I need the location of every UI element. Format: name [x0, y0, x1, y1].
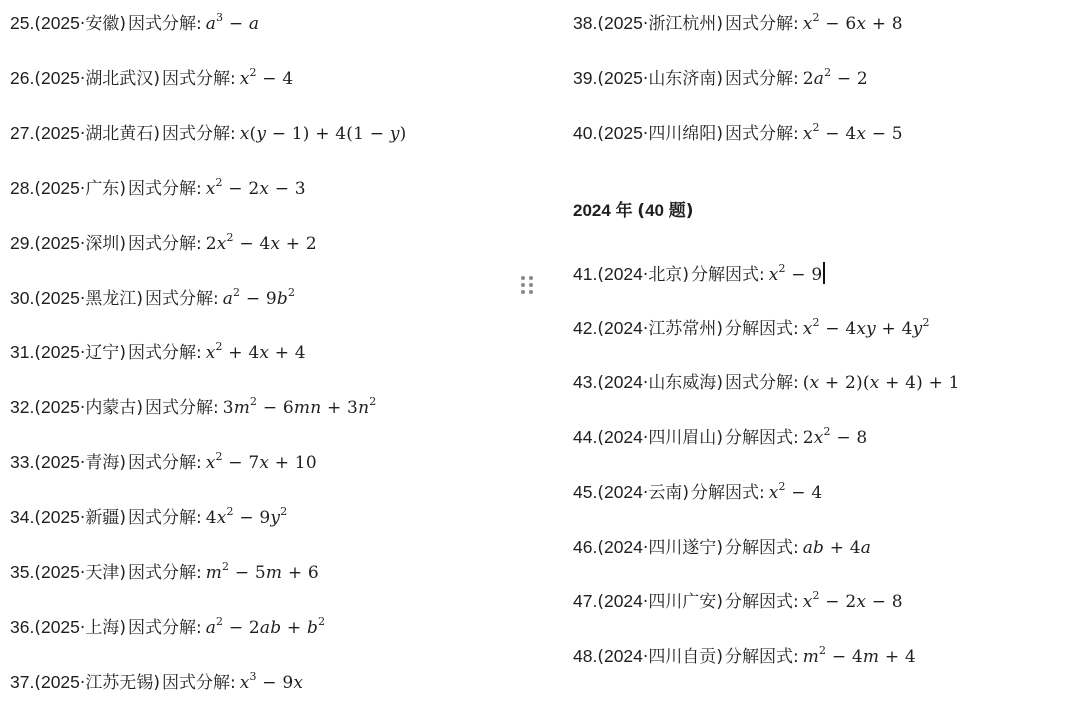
problem-line [10, 451, 317, 474]
source-region: 辽宁 [85, 343, 120, 364]
math-expression: $a^3 - a$ [205, 11, 260, 34]
problem-number: 44. [573, 427, 598, 448]
problem-instruction: 分解因式: [690, 265, 765, 285]
problem-line [10, 506, 287, 529]
problem-instruction: 因式分解: [724, 14, 799, 34]
problem-number: 40. [573, 123, 598, 143]
math-expression: $4x^2 - 9y^2$ [205, 505, 288, 529]
math-expression: $x^2 + 4x + 4$ [205, 340, 306, 364]
source-region: 北京 [648, 265, 683, 285]
source-year: 2024 [603, 645, 643, 666]
source-year: 2025 [40, 67, 80, 88]
source-region: 浙江杭州 [648, 14, 717, 34]
math-expression: $x^2 - 2x - 3$ [205, 175, 306, 199]
math-expression: ab + 4a [802, 537, 872, 558]
problem-source: (2024·山东威海) [597, 372, 723, 394]
source-region: 四川绵阳 [648, 124, 717, 144]
math-expression: $m^2 - 5m + 6$ [205, 560, 319, 583]
source-region: 深圳 [85, 233, 120, 254]
source-year: 2025 [40, 122, 80, 143]
problem-line [10, 12, 259, 35]
section-heading-count-unit: 题 [668, 201, 686, 221]
source-year: 2025 [40, 13, 80, 33]
problem-instruction: 分解因式: [724, 646, 799, 667]
problem-source: (2025·广东) [34, 177, 126, 199]
math-expression: $2x^2 - 4x + 2$ [205, 230, 317, 254]
problem-instruction: 因式分解: [161, 68, 236, 89]
source-region: 天津 [85, 563, 120, 583]
math-expression: $x^2 - 7x + 10$ [205, 450, 317, 474]
problem-source: (2024·四川自贡) [597, 645, 723, 667]
math-expression: $a^2 - 2ab + b^2$ [205, 614, 326, 638]
problem-instruction: 因式分解: [144, 288, 219, 309]
problem-source: (2024·云南) [597, 481, 689, 503]
problem-line [573, 262, 825, 286]
source-year: 2025 [40, 397, 80, 418]
problem-instruction: 分解因式: [724, 537, 799, 558]
source-region: 广东 [85, 178, 120, 199]
section-heading-year: 2024 [573, 201, 611, 220]
source-region: 湖北黄石 [85, 123, 154, 144]
math-expression: $x^2 - 4$ [239, 65, 294, 89]
source-region: 四川自贡 [648, 646, 717, 667]
problem-number: 37. [10, 671, 35, 692]
problem-instruction: 因式分解: [127, 343, 202, 364]
problem-source: (2025·安徽) [34, 13, 126, 34]
source-region: 江苏常州 [648, 318, 717, 339]
problem-number: 28. [10, 177, 35, 198]
problem-line [573, 122, 903, 145]
problem-source: (2025·新疆) [34, 507, 126, 529]
source-year: 2025 [40, 452, 80, 473]
source-year: 2024 [603, 591, 643, 612]
problem-instruction: 因式分解: [127, 14, 202, 34]
source-year: 2025 [40, 507, 80, 528]
section-heading-open-paren: ( [637, 201, 646, 221]
math-expression: $x^2 - 4$ [768, 479, 823, 503]
problem-number: 27. [10, 122, 35, 143]
problem-number: 41. [573, 264, 598, 284]
problem-line [573, 371, 960, 394]
math-expression: $x^2 - 9$ [769, 262, 825, 286]
problem-instruction: 因式分解: [127, 617, 202, 638]
source-region: 安徽 [85, 14, 120, 34]
problem-line [573, 12, 903, 35]
source-region: 四川遂宁 [648, 537, 717, 558]
source-year: 2025 [603, 68, 643, 88]
math-expression: (x + 2)(x + 4) + 1 [802, 373, 960, 394]
source-year: 2025 [40, 287, 80, 308]
source-region: 云南 [648, 482, 683, 503]
source-year: 2025 [40, 342, 80, 363]
math-expression: $x^2 - 2x - 8$ [802, 589, 903, 613]
source-region: 四川眉山 [648, 428, 717, 449]
problem-source: (2025·江苏无锡) [34, 671, 160, 693]
problem-instruction: 因式分解: [724, 69, 799, 89]
section-heading-year-unit: 年 [615, 201, 633, 221]
problem-number: 34. [10, 507, 35, 528]
problem-number: 30. [10, 287, 35, 308]
problem-source: (2025·湖北武汉) [34, 67, 160, 89]
math-expression: $x^2 - 4xy + 4y^2$ [802, 315, 930, 339]
source-year: 2024 [603, 481, 643, 502]
problem-number: 33. [10, 452, 35, 473]
problem-number: 36. [10, 616, 35, 637]
math-expression: $2x^2 - 8$ [802, 425, 868, 449]
problem-line [10, 341, 306, 364]
source-year: 2025 [603, 13, 643, 33]
problem-number: 45. [573, 481, 598, 502]
problem-source: (2024·北京) [597, 264, 689, 285]
drag-dot [529, 283, 533, 287]
problem-number: 39. [573, 68, 598, 88]
math-expression: x(y − 1) + 4(1 − y) [239, 123, 407, 144]
source-year: 2024 [603, 317, 643, 338]
source-region: 黑龙江 [85, 288, 137, 309]
problem-line [573, 317, 930, 340]
problem-number: 35. [10, 562, 35, 582]
drag-dot [521, 276, 525, 280]
source-region: 青海 [85, 453, 120, 474]
math-expression: $x^2 - 6x + 8$ [802, 11, 903, 34]
drag-dot [521, 283, 525, 287]
problem-source: (2024·江苏常州) [597, 317, 723, 339]
problem-source: (2025·浙江杭州) [597, 13, 723, 34]
drag-dot [521, 290, 525, 294]
problem-line [10, 122, 406, 145]
source-year: 2025 [603, 123, 643, 143]
source-year: 2025 [40, 177, 80, 198]
problem-line [573, 590, 903, 613]
problem-line [10, 67, 293, 90]
math-expression: $2a^2 - 2$ [802, 66, 868, 89]
problem-instruction: 分解因式: [724, 428, 799, 449]
math-expression: $3m^2 - 6mn + 3n^2$ [222, 395, 377, 419]
drag-dot [529, 290, 533, 294]
problem-source: (2024·四川遂宁) [597, 536, 723, 558]
problem-line [10, 561, 319, 584]
section-heading-close-paren: ) [685, 201, 694, 221]
section-heading-count: 40 [645, 201, 664, 220]
source-region: 内蒙古 [85, 398, 137, 419]
problem-instruction: 因式分解: [127, 233, 202, 254]
problem-source: (2025·上海) [34, 616, 126, 638]
problem-source: (2025·湖北黄石) [34, 122, 160, 144]
problem-number: 25. [10, 13, 35, 33]
source-year: 2024 [603, 372, 643, 393]
problem-number: 42. [573, 317, 598, 338]
problem-source: (2024·四川眉山) [597, 427, 723, 449]
problem-source: (2025·黑龙江) [34, 287, 143, 309]
problem-source: (2025·天津) [34, 562, 126, 583]
source-year: 2024 [603, 536, 643, 557]
problem-instruction: 因式分解: [127, 563, 202, 583]
source-year: 2024 [603, 264, 643, 284]
math-expression: $a^2 - 9b^2$ [222, 285, 296, 309]
problem-line [573, 67, 868, 90]
problem-line [573, 481, 822, 504]
source-region: 山东济南 [648, 69, 717, 89]
source-region: 湖北武汉 [85, 68, 154, 89]
problem-source: (2025·辽宁) [34, 342, 126, 364]
problem-number: 31. [10, 342, 35, 363]
problem-instruction: 因式分解: [127, 508, 202, 529]
problem-source: (2025·四川绵阳) [597, 123, 723, 144]
problem-instruction: 因式分解: [144, 398, 219, 419]
problem-instruction: 分解因式: [724, 592, 799, 613]
problem-number: 29. [10, 232, 35, 253]
problem-line [10, 396, 376, 419]
problem-instruction: 因式分解: [161, 672, 236, 693]
problem-line [10, 616, 325, 639]
problem-source: (2024·四川广安) [597, 591, 723, 613]
problem-number: 48. [573, 645, 598, 666]
problem-line [573, 536, 871, 559]
problem-instruction: 因式分解: [161, 123, 236, 144]
problem-number: 32. [10, 397, 35, 418]
problem-instruction: 因式分解: [724, 124, 799, 144]
problem-line [10, 177, 306, 200]
problem-instruction: 分解因式: [724, 318, 799, 339]
problem-source: (2025·山东济南) [597, 68, 723, 89]
math-expression: $x^2 - 4x - 5$ [802, 121, 903, 144]
problem-instruction: 分解因式: [690, 482, 765, 503]
problem-number: 46. [573, 536, 598, 557]
source-year: 2025 [40, 616, 80, 637]
problem-line [573, 645, 916, 668]
drag-handle-icon[interactable] [521, 276, 535, 298]
problem-number: 47. [573, 591, 598, 612]
source-region: 新疆 [85, 508, 120, 529]
problem-source: (2025·青海) [34, 452, 126, 474]
problem-line [10, 232, 317, 255]
source-year: 2025 [40, 562, 80, 582]
text-cursor [823, 262, 825, 284]
source-region: 山东威海 [648, 373, 717, 394]
problem-line [10, 671, 303, 694]
source-year: 2024 [603, 427, 643, 448]
math-expression: $m^2 - 4m + 4$ [802, 643, 916, 667]
problem-instruction: 因式分解: [724, 373, 799, 394]
source-region: 江苏无锡 [85, 672, 154, 693]
problem-line [573, 426, 867, 449]
problem-number: 26. [10, 67, 35, 88]
source-year: 2025 [40, 232, 80, 253]
source-year: 2025 [40, 671, 80, 692]
problem-source: (2025·内蒙古) [34, 397, 143, 419]
problem-number: 38. [573, 13, 598, 33]
section-heading-2024 [573, 200, 694, 222]
problem-source: (2025·深圳) [34, 232, 126, 254]
problem-number: 43. [573, 372, 598, 393]
drag-dot [529, 276, 533, 280]
source-region: 上海 [85, 617, 120, 638]
source-region: 四川广安 [648, 592, 717, 613]
problem-instruction: 因式分解: [127, 453, 202, 474]
problem-instruction: 因式分解: [127, 178, 202, 199]
math-expression: $x^3 - 9x$ [239, 669, 304, 693]
problem-line [10, 287, 295, 310]
